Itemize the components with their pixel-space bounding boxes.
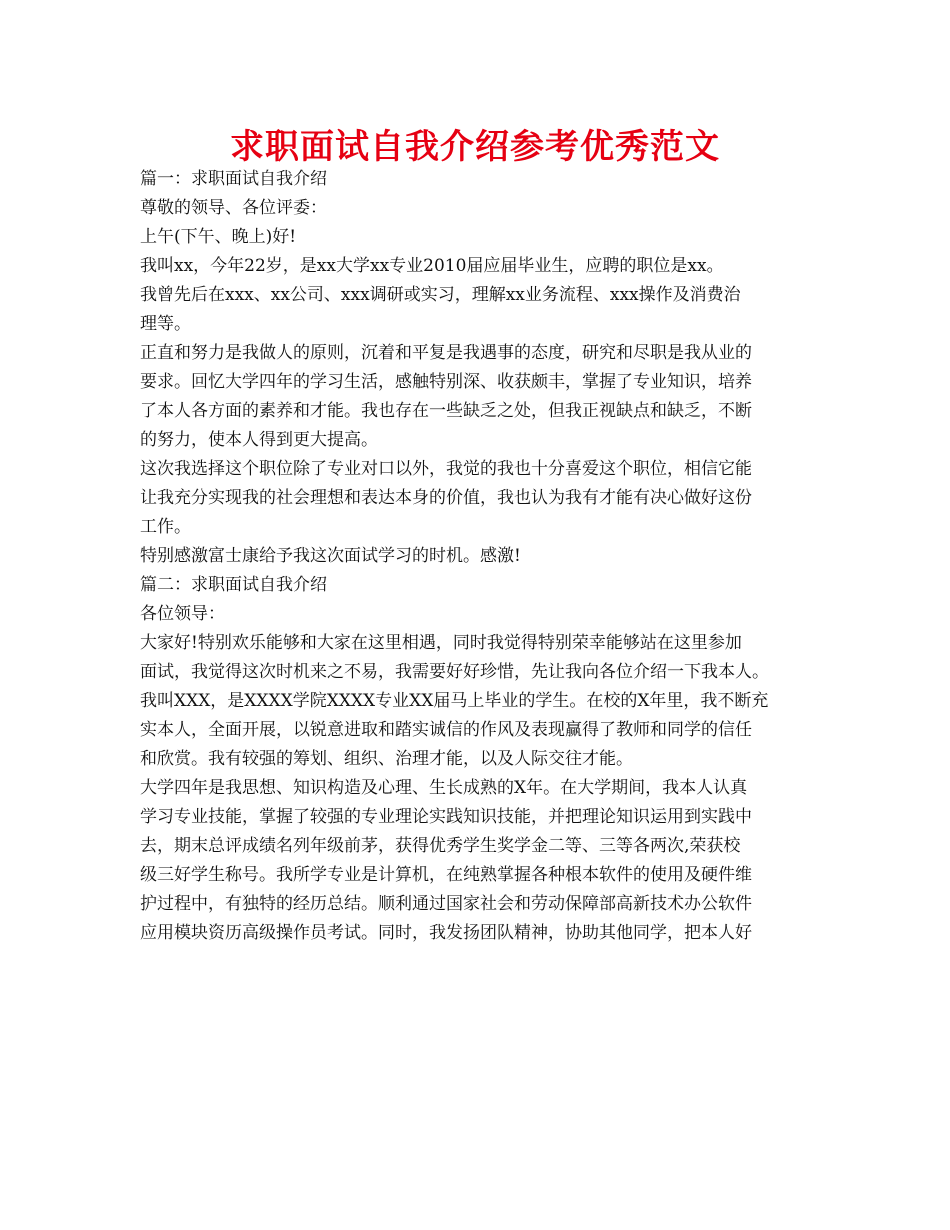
text-line: 特别感激富士康给予我这次面试学习的时机。感激!: [140, 546, 521, 566]
text-line: 这次我选择这个职位除了专业对口以外，我觉的我也十分喜爱这个职位，相信它能: [140, 459, 752, 479]
text-line: 学习专业技能，掌握了较强的专业理论实践知识技能，并把理论知识运用到实践中: [140, 807, 752, 827]
text-line: 我叫XXX，是XXXX学院XXXX专业XX届马上毕业的学生。在校的X年里，我不断充: [140, 691, 769, 711]
text-line: 理等。: [140, 314, 191, 334]
document-body: [140, 165, 830, 948]
text-line: 面试，我觉得这次时机来之不易，我需要好好珍惜，先让我向各位介绍一下我本人。: [140, 662, 769, 682]
text-line: 了本人各方面的素养和才能。我也存在一些缺乏之处，但我正视缺点和缺乏，不断: [140, 401, 752, 421]
text-line: 实本人，全面开展，以锐意进取和踏实诚信的作风及表现赢得了教师和同学的信任: [140, 720, 752, 740]
text-line: 工作。: [140, 517, 191, 537]
text-line: 篇二：求职面试自我介绍: [140, 575, 327, 595]
text-line: 要求。回忆大学四年的学习生活，感触特别深、收获颇丰，掌握了专业知识，培养: [140, 372, 752, 392]
text-line: 正直和努力是我做人的原则，沉着和平复是我遇事的态度，研究和尽职是我从业的: [140, 343, 752, 363]
text-line: 应用模块资历高级操作员考试。同时，我发扬团队精神，协助其他同学，把本人好: [140, 923, 752, 943]
text-line: 级三好学生称号。我所学专业是计算机，在纯熟掌握各种根本软件的使用及硬件维: [140, 865, 752, 885]
text-line: 我叫xx，今年22岁，是xx大学xx专业2010届应届毕业生，应聘的职位是xx。: [140, 256, 724, 276]
text-line: 和欣赏。我有较强的筹划、组织、治理才能，以及人际交往才能。: [140, 749, 633, 769]
text-line: 的努力，使本人得到更大提高。: [140, 430, 378, 450]
text-line: 我曾先后在xxx、xx公司、xxx调研或实习，理解xx业务流程、xxx操作及消费治: [140, 285, 741, 305]
document-title: 求职面试自我介绍参考优秀范文: [230, 127, 720, 167]
text-line: 尊敬的领导、各位评委：: [140, 198, 327, 218]
text-line: 各位领导：: [140, 604, 225, 624]
text-line: 让我充分实现我的社会理想和表达本身的价值，我也认为我有才能有决心做好这份: [140, 488, 752, 508]
text-line: 护过程中，有独特的经历总结。顺利通过国家社会和劳动保障部高新技术办公软件: [140, 894, 752, 914]
text-line: 去，期末总评成绩名列年级前茅，获得优秀学生奖学金二等、三等各两次,荣获校: [140, 836, 741, 856]
text-line: 大家好!特别欢乐能够和大家在这里相遇，同时我觉得特别荣幸能够站在这里参加: [140, 633, 742, 653]
text-line: 篇一：求职面试自我介绍: [140, 169, 327, 189]
text-line: 大学四年是我思想、知识构造及心理、生长成熟的X年。在大学期间，我本人认真: [140, 778, 748, 798]
text-line: 上午(下午、晚上)好!: [140, 227, 297, 247]
